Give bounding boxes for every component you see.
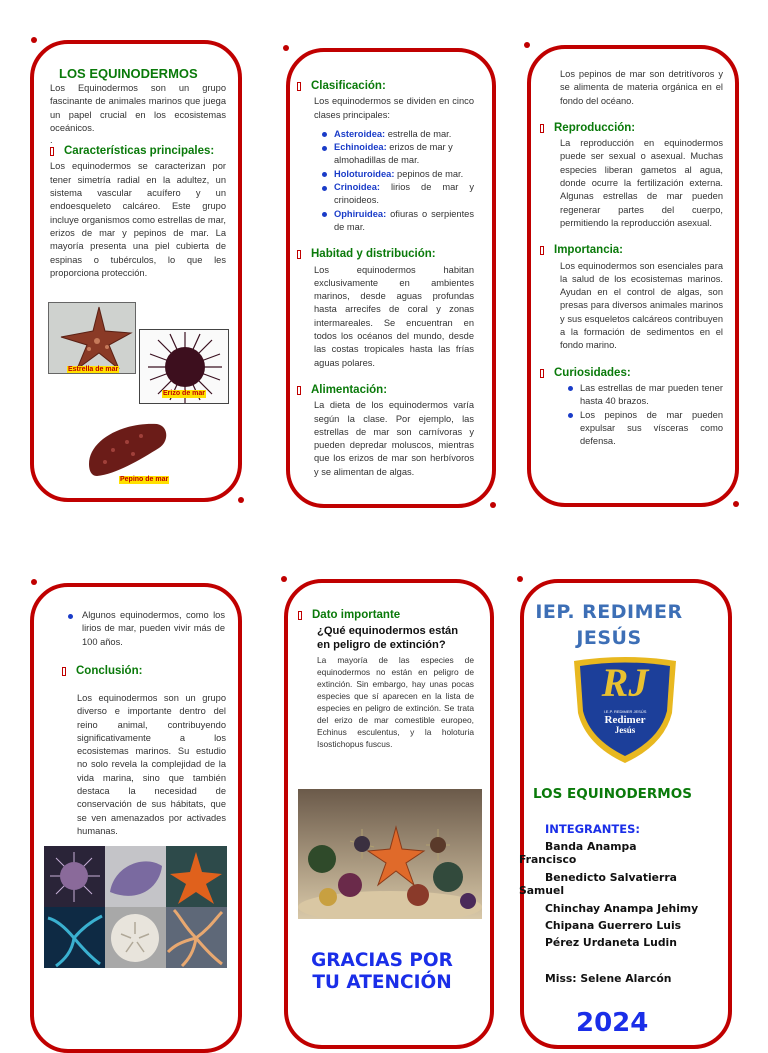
class-item: Holoturoidea: pepinos de mar. (316, 168, 474, 181)
starfish-image (48, 302, 136, 374)
member-item: Chinchay Anampa Jehimy (545, 902, 699, 915)
panel-dot (490, 502, 496, 508)
importance-text: Los equinodermos son esenciales para la salud de los ecosistemas marinos. Ayudan en el control de algas, son presas para diversos animales marinos y sus esqueletos calcáreos contribuyen a la formación de sedimentos en el fondo marino. (560, 260, 723, 351)
logo-small-text: I.E.P. REDIMER JESÚS (603, 709, 647, 714)
thanks-message: GRACIAS POR TU ATENCIÓN (311, 950, 453, 993)
bullet-icon (62, 667, 66, 676)
collage-image (44, 846, 227, 968)
teacher-name: Miss: Selene Alarcón (545, 972, 672, 985)
school-logo (568, 653, 682, 765)
logo-name-1: Redimer (604, 714, 646, 726)
class-item: Echinoidea: erizos de mar y almohadillas de mar. (316, 141, 474, 168)
reproduction-text: La reproducción en equinodermos puede ser sexual o asexual. Muchas especies liberan gametos al agua, donde ocurre la fertilización externa. Algunas estrellas de mar pueden regenerar partes del cuerpo, permitiendo la reproducción asexual. (560, 138, 723, 228)
bullet-icon (297, 82, 301, 91)
panel-important-fact-content (298, 609, 474, 750)
panel-dot (281, 576, 287, 582)
panel-dot (524, 42, 530, 48)
bullet-icon (540, 124, 544, 133)
bullet-icon (298, 611, 302, 620)
fact-question: ¿Qué equinodermos están en peligro de extinción? (317, 625, 459, 652)
fact-text: La mayoría de las especies de equinodermos no están en peligro de extinción. Sin embargo, hay unas pocas especies que sí aparecen en la lista de especies en peligro de extinción. Se trata del erizo de mar comestible europeo, Echinus esculentus, y la holoturia Isostichopus fuscus. (317, 655, 474, 750)
habitat-heading: Habitad y distribución: (297, 248, 474, 261)
urchin-caption: Erizo de mar (163, 390, 206, 397)
class-item: Crinoidea: lirios de mar y crinoideos. (316, 181, 474, 208)
classes-list (314, 128, 474, 234)
panel-dot (31, 579, 37, 585)
classification-heading: Clasificación: (297, 80, 474, 93)
member-item: Chipana Guerrero Luis (545, 919, 682, 932)
longevity-item: Algunos equinodermos, como los lirios de mar, pueden vivir más de 100 años. (62, 609, 225, 649)
food-heading: Alimentación: (297, 384, 474, 397)
panel-intro-content (50, 66, 226, 280)
conclusion-heading: Conclusión: (62, 665, 225, 678)
intro-text: Los Equinodermos son un grupo fascinante de animales marinos que juega un papel crucial en los ecosistemas oceánicos. (50, 83, 226, 133)
year: 2024 (576, 1008, 649, 1038)
school-name: IEP. REDIMER JESÚS (535, 601, 683, 649)
panel-dot (517, 576, 523, 582)
echinoderm-collage (44, 846, 227, 968)
fact-heading: Dato importante (298, 609, 474, 622)
cover-title: LOS EQUINODERMOS (533, 786, 692, 802)
importance-heading: Importancia: (540, 244, 723, 257)
member-item: Benedicto Salvatierra Samuel (519, 871, 677, 897)
conclusion-text: Los equinodermos son un grupo diverso e importante dentro del reino animal, contribuyendo significativamente a los ecosistemas marinos. Su estudio no solo revela la complejidad de la vida marina, sino que también destaca la necesidad de conservación de sus hábitats, que se ven amenazados por activades humanas. (77, 693, 226, 836)
panel-dot (733, 501, 739, 507)
reproduction-heading: Reproducción: (540, 122, 723, 135)
class-item: Asteroidea: estrella de mar. (316, 128, 474, 141)
members-heading: INTEGRANTES: (545, 822, 641, 836)
logo-monogram: RJ (601, 660, 649, 705)
food-text: La dieta de los equinodermos varía según la clase. Por ejemplo, las estrellas de mar son carnívoras y pueden depredar moluscos, mientras que los erizos de mar son herbívoros y se alimentan de algas. (314, 400, 474, 477)
bullet-icon (297, 250, 301, 259)
classification-intro: Los equinodermos se dividen en cinco clases principales: (314, 96, 474, 120)
class-item: Ophiruidea: ofiuras o serpientes de mar. (316, 208, 474, 235)
bullet-icon (50, 147, 54, 156)
habitat-text: Los equinodermos habitan exclusivamente en ambientes marinos, desde aguas profundas hasta arrecifes de coral y zonas intermareales. Se encuentran en todos los océanos del mundo, desde las costas tropicales hasta las frías aguas polares. (314, 264, 474, 368)
bullet-icon (540, 369, 544, 378)
panel-conclusion-content (62, 609, 225, 680)
curiosity-item: Los pepinos de mar pueden expulsar sus vísceras como defensa. (562, 409, 723, 449)
bullet-icon (297, 386, 301, 395)
sea-cucumber-icon (83, 412, 171, 486)
longevity-list (62, 609, 225, 649)
sea-cucumber-caption: Pepino de mar (120, 476, 169, 483)
members-list (519, 840, 719, 949)
intro-dot: . (50, 135, 53, 146)
panel-dot (238, 497, 244, 503)
panel-reproduction-content (540, 68, 723, 448)
features-heading: Características principales: (50, 145, 226, 158)
intro-title: LOS EQUINODERMOS (59, 66, 198, 81)
sea-cucumber-image (83, 412, 171, 486)
panel-dot (283, 45, 289, 51)
detritivore-text: Los pepinos de mar son detritívoros y se alimenta de materia orgánica en el fondo del océano. (560, 69, 723, 106)
member-item: Banda Anampa Francisco (519, 840, 637, 866)
panel-classification-content (297, 80, 474, 479)
reef-scene (298, 789, 482, 919)
curiosities-list (540, 382, 723, 448)
starfish-icon (49, 303, 136, 374)
features-text: Los equinodermos se caracterizan por tener simetría radial en la adultez, un sistema vascular acuífero y un endoesqueleto calcáreo. Este grupo incluye organismos como estrellas de mar, erizos de mar y pepinos de mar. La mayoría presenta una piel cubierta de espinas o tubérculos, lo que les proporciona protección. (50, 161, 226, 278)
curiosities-heading: Curiosidades: (540, 367, 723, 380)
reef-image (298, 789, 482, 919)
curiosity-item: Las estrellas de mar pueden tener hasta 40 brazos. (562, 382, 723, 409)
panel-dot (31, 37, 37, 43)
member-item: Pérez Urdaneta Ludin (545, 936, 677, 949)
starfish-caption: Estrella de mar (68, 366, 119, 373)
bullet-icon (540, 246, 544, 255)
logo-name-2: Jesús (614, 725, 636, 735)
urchin-image (139, 329, 229, 404)
